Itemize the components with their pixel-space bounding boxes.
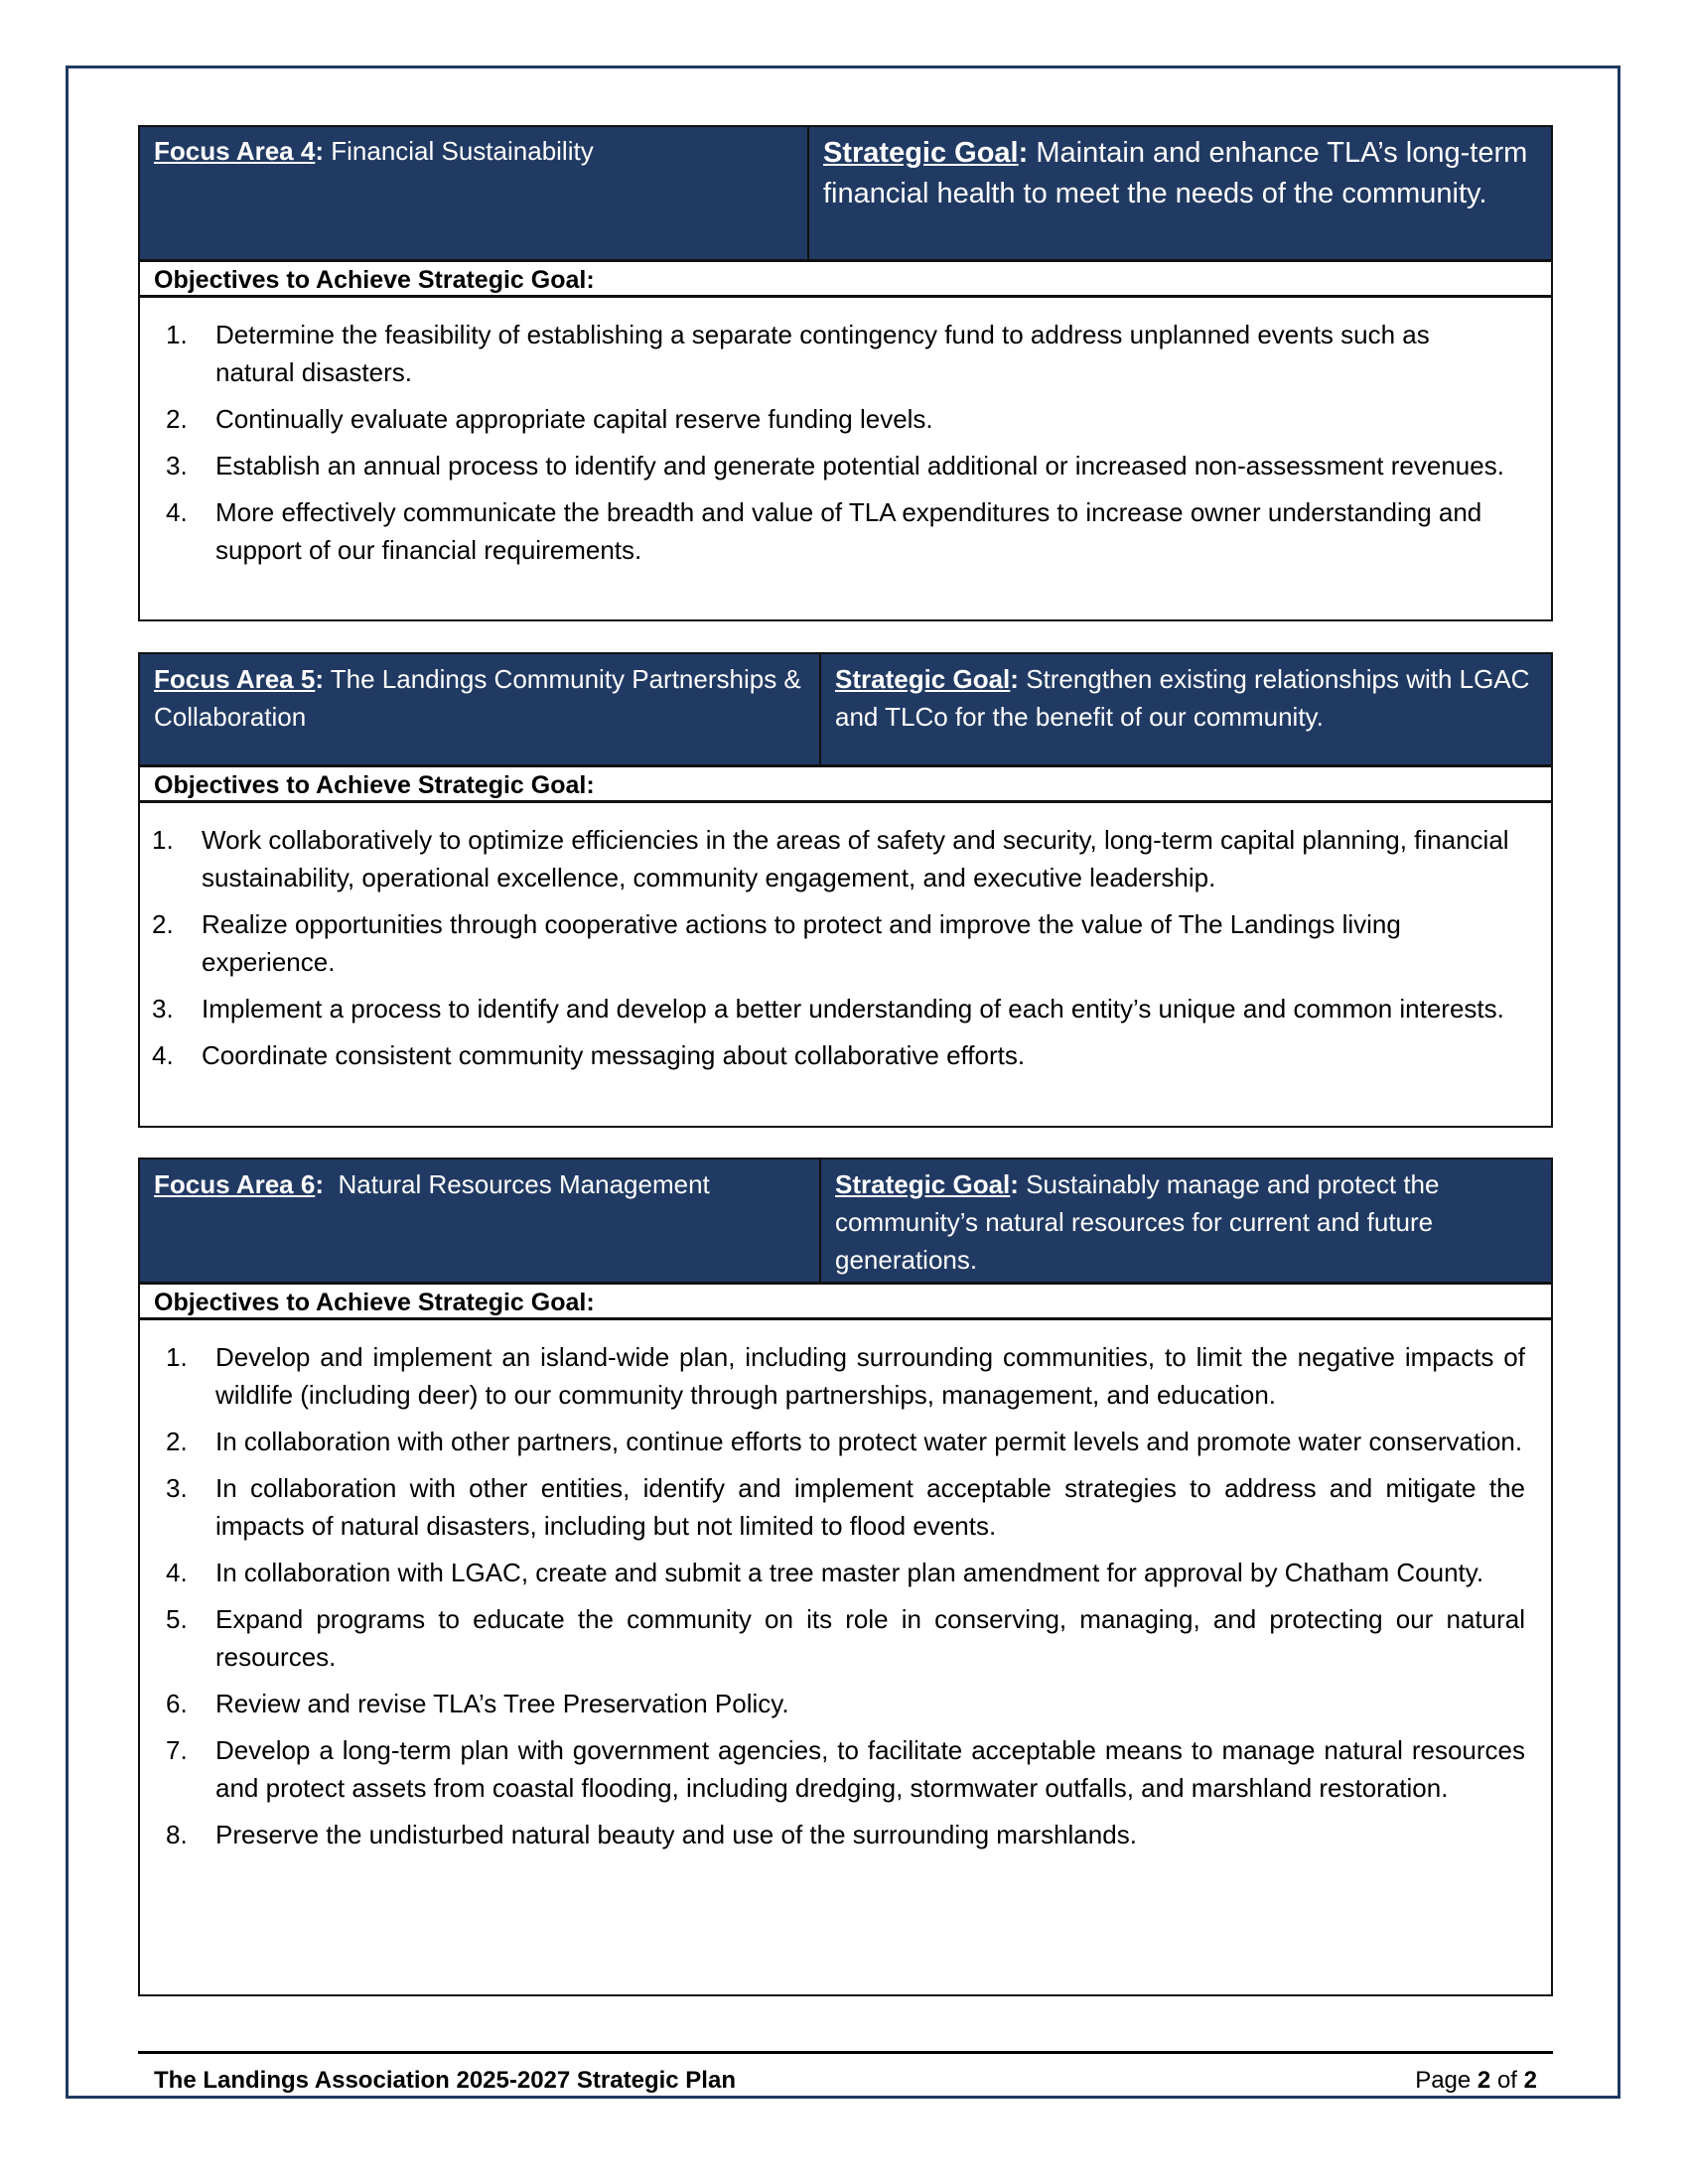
objective-item: 5. Expand programs to educate the community on its role in conserving, managing, and protecting our natural resources. [166, 1604, 1525, 1672]
objectives-title: Objectives to Achieve Strategic Goal: [140, 262, 1551, 298]
strategic-goal-text: Sustainably manage and protect the community’s natural resources for current and future generations. [835, 1169, 1440, 1275]
focus-area-6-section [138, 1158, 1553, 1996]
focus-area-name: The Landings Community Partnerships & Collaboration [154, 664, 801, 732]
objective-item: 3. Implement a process to identify and develop a better understanding of each entity’s unique and common interests. [152, 994, 1504, 1024]
objective-item: 3. Establish an annual process to identify and generate potential additional or increased non-assessment revenues. [166, 451, 1504, 480]
focus-area-label: Focus Area 6 [154, 1169, 316, 1199]
focus-area-label: Focus Area 4 [154, 136, 316, 166]
objective-item: 1. Develop and implement an island-wide plan, including surrounding communities, to limit the negative impacts of wildlife (including deer) to our community through partnerships, management, and education. [166, 1342, 1525, 1410]
focus-area-cell: Focus Area 4: Financial Sustainability [140, 127, 809, 259]
focus-area-header [140, 1160, 1551, 1285]
strategic-goal-label: Strategic Goal [823, 137, 1019, 169]
strategic-goal-label: Strategic Goal [835, 1169, 1011, 1199]
strategic-goal-text: Maintain and enhance TLA’s long-term financial health to meet the needs of the community. [823, 137, 1528, 209]
objective-item: 2. Continually evaluate appropriate capital reserve funding levels. [166, 404, 933, 434]
objective-item: 1. Determine the feasibility of establishing a separate contingency fund to address unplanned events such as natural disasters. [166, 320, 1430, 387]
total-pages: 2 [1523, 2067, 1537, 2094]
objective-item: 4. Coordinate consistent community messaging about collaborative efforts. [152, 1040, 1026, 1070]
focus-area-4-section [138, 125, 1553, 621]
objective-item: 4. More effectively communicate the breadth and value of TLA expenditures to increase owner understanding and support of our financial requirements. [166, 497, 1482, 565]
current-page: 2 [1477, 2067, 1491, 2094]
footer-document-title: The Landings Association 2025-2027 Strategic Plan [154, 2067, 736, 2094]
strategic-goal-cell: Strategic Goal: Strengthen existing relationships with LGAC and TLCo for the benefit of our community. [835, 664, 1530, 732]
focus-area-name: Financial Sustainability [331, 136, 594, 166]
objectives-title: Objectives to Achieve Strategic Goal: [140, 1285, 1551, 1320]
focus-area-header [140, 127, 1551, 262]
objectives-list [140, 298, 1551, 569]
objectives-list [140, 1320, 1551, 1853]
footer-divider [138, 2051, 1553, 2054]
strategic-goal-label: Strategic Goal [835, 664, 1011, 694]
objective-item: 1. Work collaboratively to optimize efficiencies in the areas of safety and security, long-term capital planning, financial sustainability, operational excellence, community engagement, and executive leadership. [152, 825, 1509, 892]
focus-area-header [140, 654, 1551, 767]
objective-item: 6. Review and revise TLA’s Tree Preservation Policy. [166, 1689, 789, 1718]
focus-area-cell: Focus Area 6: Natural Resources Management [140, 1160, 821, 1282]
focus-area-5-section [138, 652, 1553, 1128]
strategic-goal-cell: Strategic Goal: Sustainably manage and protect the community’s natural resources for current and future generations. [835, 1169, 1440, 1275]
objective-item: 2. In collaboration with other partners, continue efforts to protect water permit levels and promote water conservation. [166, 1427, 1523, 1456]
strategic-goal-cell: Strategic Goal: Maintain and enhance TLA’s long-term financial health to meet the needs of the community. [823, 137, 1528, 209]
objectives-list [140, 803, 1551, 1074]
objective-item: 4. In collaboration with LGAC, create and submit a tree master plan amendment for approval by Chatham County. [166, 1558, 1484, 1587]
objectives-title: Objectives to Achieve Strategic Goal: [140, 767, 1551, 803]
objective-item: 8. Preserve the undisturbed natural beauty and use of the surrounding marshlands. [166, 1820, 1137, 1849]
focus-area-label: Focus Area 5 [154, 664, 316, 694]
focus-area-cell: Focus Area 5: The Landings Community Partnerships & Collaboration [140, 654, 821, 764]
focus-area-name: Natural Resources Management [331, 1169, 710, 1199]
footer-page-number: Page 2 of 2 [1415, 2067, 1537, 2094]
objective-item: 3. In collaboration with other entities, identify and implement acceptable strategies to address and mitigate the impacts of natural disasters, including but not limited to flood events. [166, 1473, 1525, 1541]
objective-item: 7. Develop a long-term plan with government agencies, to facilitate acceptable means to manage natural resources and protect assets from coastal flooding, including dredging, stormwater outfalls, and marshland restoration. [166, 1735, 1525, 1803]
objective-item: 2. Realize opportunities through cooperative actions to protect and improve the value of The Landings living experience. [152, 909, 1401, 977]
strategic-goal-text: Strengthen existing relationships with LGAC and TLCo for the benefit of our community. [835, 664, 1530, 732]
